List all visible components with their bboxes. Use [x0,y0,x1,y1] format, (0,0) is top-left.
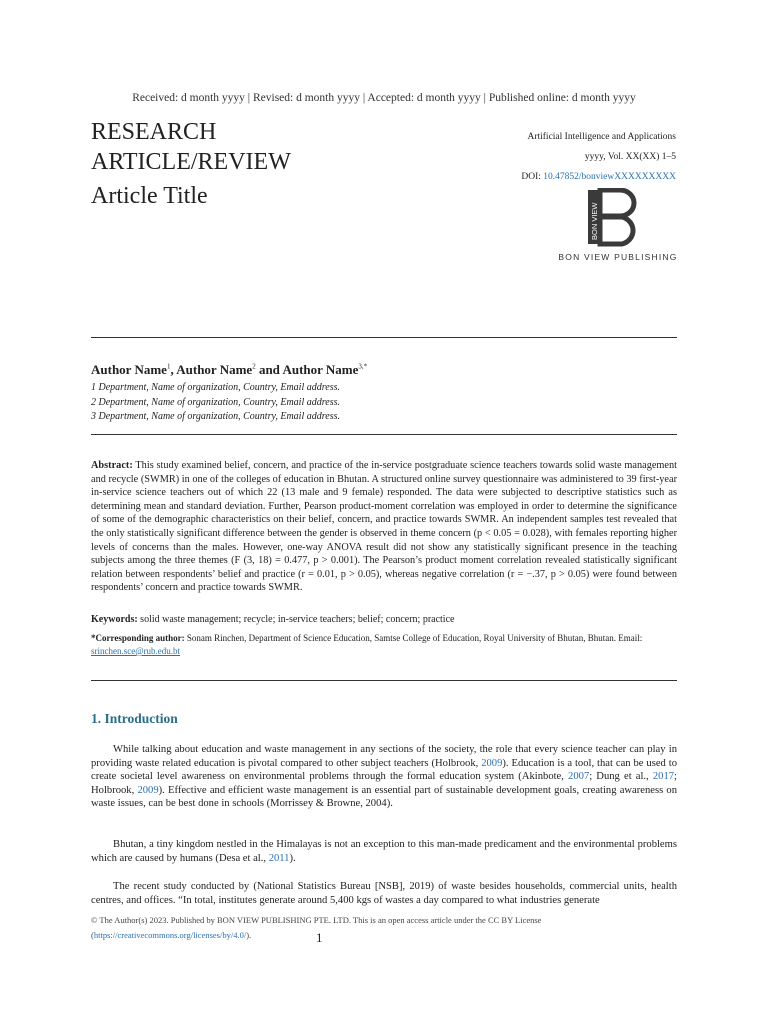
author-name: Author Name [282,362,359,377]
corresponding-text: Sonam Rinchen, Department of Science Education, Samtse College of Education, Royal University of Bhutan, Bhutan. Email: [184,633,643,643]
doi-link[interactable]: 10.47852/bonviewXXXXXXXXX [543,172,676,182]
affiliation: 2 Department, Name of organization, Country, Email address. [91,396,340,408]
keywords-label: Keywords: [91,614,138,625]
author-list: Author Name$^1$, Author Name$^2$ and Author Name$^{3,*}$ [91,362,368,377]
publisher-logo [556,188,680,264]
publication-dates: Received: d month yyyy | Revised: d month yyyy | Accepted: d month yyyy | Published online: d month yyyy [132,92,636,104]
affiliations [91,381,340,425]
article-type-line1: RESEARCH [91,119,217,145]
journal-name: Artificial Intelligence and Applications [527,132,676,142]
article-title: Article Title [91,183,208,209]
doi-label: DOI: [521,172,544,182]
publisher-name: BON VIEW PUBLISHING [558,252,678,262]
affiliation: 1 Department, Name of organization, Country, Email address. [91,382,340,393]
article-type-line2: ARTICLE/REVIEW [91,149,291,175]
keywords [91,614,677,625]
citation-link[interactable]: 2007 [568,771,590,782]
corresponding-label: *Corresponding author: [91,633,185,643]
citation-link[interactable]: 2009 [137,784,159,796]
corresponding-author [91,632,677,658]
doi [521,167,676,187]
author-name: Author Name [91,362,167,377]
paragraph: While talking about education and waste management in any sections of the society, the role that every science teacher can play in providing waste related education is pivotal compared to other subject teachers (Holbrook, 2009). Education is a tool, that can be used to create societal level awareness on environmental problems through the formal education system (Akinbote, 2007; Dung et al., 2017; Holbrook, 2009). Effective and efficient waste management is an essential part of sustainable development goals, creating awareness on waste issues, can be best done in schools (Morrissey & Browne, 2004). [91,744,678,809]
citation-link[interactable]: 2017 [652,771,675,782]
bon-view-logo-icon [586,188,650,248]
license-text: © The Author(s) 2023. Published by BON VIEW PUBLISHING PTE. LTD. This is an open access article under the CC BY License [91,915,542,925]
page-number: 1 [316,930,323,945]
journal-volume: yyyy, Vol. XX(XX) 1–5 [584,152,676,162]
paragraph: The recent study conducted by (National Statistics Bureau [NSB], 2019) of waste besides households, commercial units, health centres, and offices. “In total, institutes generate around 5,400 kgs of wastes a day compared to what industries generate [91,881,677,906]
paragraph: Bhutan, a tiny kingdom nestled in the Himalayas is not an exception to this man-made predicament and the environmental problems which are caused by humans (Desa et al., 2011). [91,839,677,864]
author-name: Author Name [176,362,253,377]
abstract-text: This study examined belief, concern, and practice of the in-service postgraduate science teachers towards solid waste management and recycle (SWMR) in one of the colleges of education in Bhutan. A structured online survey questionnaire was administered to 39 first-year in-service science teachers out of which 22 (13 male and 9 female) responded. The data were subjected to descriptive statistics such as determining mean and standard deviation. Further, Pearson product-moment correlation was employed in order to determine the significance of some of the demographic characteristics on their belief, concern, and practice towards SWMR. An independent samples test revealed that the only statistically significant difference between the gender is observed in theme concern (p < 0.05 = 0.028), with females reporting higher levels of concerns than the males. However, one-way ANOVA result did not show any statistically significant presence in the teaching subjects among the three themes (F (3, 18) = 0.477, p > 0.001). The Pearson’s product moment correlation revealed statistically significant relation between respondents’ belief and practice (r = 0.01, p > 0.05), whereas negative correlation (r = −.37, p > 0.05) were found between respondents’ concern and practice towards SWMR. [91,460,677,594]
logo-vertical-text: BON VIEW [590,202,599,240]
section-heading: 1. Introduction [91,711,178,726]
email-link[interactable]: srinchen.sce@rub.edu.bt [91,646,181,656]
abstract [91,459,677,595]
citation-link[interactable]: 2009 [481,757,503,769]
license-footer: © The Author(s) 2023. Published by BON VIEW PUBLISHING PTE. LTD. This is an open access article under the CC BY License (https://creativecommons.org/licenses/by/4.0/). [91,913,651,943]
license-link[interactable]: https://creativecommons.org/licenses/by/4.0/ [93,930,247,940]
journal-info [521,127,676,187]
divider-abstract [91,680,677,681]
keywords-text: solid waste management; recycle; in-service teachers; belief; concern; practice [137,614,455,625]
divider-affiliations [91,434,677,435]
article-type [91,117,291,177]
divider-top [91,337,677,338]
abstract-label: Abstract: [91,460,133,471]
citation-link[interactable]: 2011 [268,852,290,864]
affiliation: 3 Department, Name of organization, Country, Email address. [91,411,340,422]
